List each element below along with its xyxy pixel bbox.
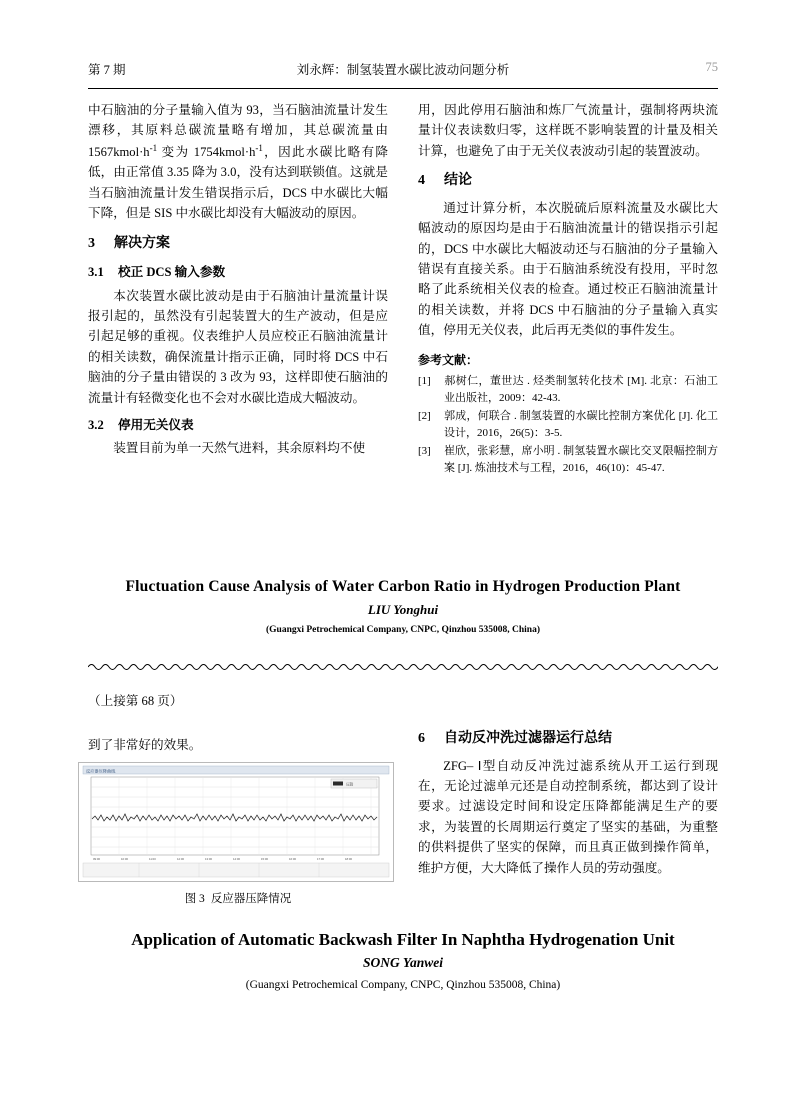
wavy-separator [88,660,718,674]
section-3-number: 3 [88,235,95,251]
svg-text:13:00: 13:00 [205,857,212,861]
svg-text:16:00: 16:00 [289,857,296,861]
left-paragraph-1-text-b: 变为 1754kmol·h [157,144,256,159]
wavy-line-icon [88,660,718,674]
reference-text: 郝树仁，董世达 . 烃类制氢转化技术 [M]. 北京：石油工业出版社，2009：42-43. [444,375,718,405]
section-4-paragraph: 通过计算分析，本次脱硫后原料流量及水碳比大幅波动的原因均是由于石脑油流量计的错误指示引起的，DCS 中水碳比大幅波动还与石脑油的分子量输入错误有直接关系。由于石脑油系统没有投用，平时忽略了此系统相关仪表的检查。通过校正石脑油流量计的相关读数，并将 DCS 中石脑油的分子量输入真实值，停用无关仪表，此后再无类似的事件发生。 [418,200,718,338]
section-3-title: 解决方案 [114,235,170,251]
unit-sup-1: -1 [149,142,158,153]
header-rule [88,88,718,89]
subsection-heading-3-2 [88,415,388,435]
svg-text:15:00: 15:00 [261,857,268,861]
running-head [88,60,718,86]
svg-text:12:00: 12:00 [177,857,184,861]
english-affiliation-2: (Guangxi Petrochemical Company, CNPC, Qinzhou 535008, China) [245,979,561,991]
left-paragraph-1-text-a: 中石脑油的分子量输入值为 93，当石脑油流量计发生漂移，其原料总碳流量略有增加，其总碳流量由 1567kmol·h [88,103,388,159]
english-author-1: LIU Yonghui [367,602,439,617]
english-title-2: Application of Automatic Backwash Filter In Naphtha Hydrogenation Unit [131,930,675,949]
subsection-3-1-number: 3.1 [88,265,104,280]
running-head-issue: 第 7 期 [88,63,126,77]
subsection-3-2-title: 停用无关仪表 [118,417,194,432]
right-column [418,100,718,478]
svg-text:压降: 压降 [346,782,354,787]
svg-text:11:00: 11:00 [149,857,156,861]
section-heading-3 [88,233,388,256]
subsection-3-2-paragraph: 装置目前为单一天然气进料，其余原料均不使 [113,441,366,456]
svg-text:17:00: 17:00 [317,857,324,861]
subsection-3-1-paragraph: 本次装置水碳比波动是由于石脑油计量流量计误报引起的，虽然没有引起装置大的生产波动，但是应引起足够的重视。仪表维护人员应校正石脑油流量计的相关读数，确保流量计指示正确，同时将 DCS 中石脑油的分子量由错误的 3 改为 93，这样即使石脑油的流量计有轻微变化也不会对水碳比造成大幅波动。 [88,288,388,405]
lower-right-column [418,728,718,878]
english-title-block-2 [88,930,718,991]
left-paragraph-1-text-c: ，因此水碳比略有降低，由正常值 3.35 降为 3.0，没有达到联锁值。这就是当石脑油流量计发生错误指示后，DCS 中水碳比大幅下降，但是 SIS 中水碳比却没有大幅波动的原因。 [88,144,388,221]
subsection-3-2-number: 3.2 [88,417,104,432]
subsection-3-1-title: 校正 DCS 输入参数 [118,265,226,280]
reference-number: [2] [418,410,431,423]
lower-left-column [88,735,388,755]
figure-caption-text: 反应器压降情况 [210,893,292,905]
figure-number: 图 3 [184,893,205,905]
reference-text: 崔欣，张彩慧，席小明 . 制氢装置水碳比交叉限幅控制方案 [J]. 炼油技术与工程，2016，46(10)：45-47. [444,445,718,475]
lower-left-paragraph: 到了非常好的效果。 [88,738,202,752]
svg-text:09:00: 09:00 [93,857,100,861]
svg-text:10:00: 10:00 [121,857,128,861]
english-title-1: Fluctuation Cause Analysis of Water Carbon Ratio in Hydrogen Production Plant [125,578,681,595]
section-4-title: 结论 [444,173,472,189]
svg-text:14:00: 14:00 [233,857,240,861]
section-heading-4 [418,170,718,193]
continued-from-note: （上接第 68 页） [88,694,183,708]
page-number: 75 [705,60,718,74]
english-author-2: SONG Yanwei [363,955,443,970]
reference-item [418,408,718,442]
subsection-heading-3-1 [88,262,388,282]
section-6-number: 6 [418,731,425,746]
right-paragraph-top: 用，因此停用石脑油和炼厂气流量计，强制将两块流量计仪表读数归零，这样既不影响装置的计量及相关计算，也避免了由于无关仪表波动引起的装置波动。 [418,103,718,158]
english-affiliation-1: (Guangxi Petrochemical Company, CNPC, Qinzhou 535008, China) [265,625,540,635]
reference-number: [3] [418,445,431,458]
reference-text: 郭成，何联合 . 制氢装置的水碳比控制方案优化 [J]. 化工设计，2016，26(5)：3-5. [444,410,718,440]
reference-item [418,443,718,477]
running-head-title: 刘永辉：制氢装置水碳比波动问题分析 [296,63,510,77]
left-column [88,100,388,459]
unit-sup-2: -1 [255,142,263,153]
reference-number: [1] [418,375,431,388]
reference-item [418,373,718,407]
section-heading-6 [418,728,718,751]
svg-text:18:00: 18:00 [345,857,352,861]
figure-chart [78,762,394,882]
references-title: 参考文献： [418,352,479,367]
svg-text:反应器压降曲线: 反应器压降曲线 [86,768,116,774]
english-title-block-1 [88,578,718,635]
figure-caption [88,890,388,906]
section-4-number: 4 [418,173,425,189]
pressure-drop-chart [79,763,393,881]
left-paragraph-1 [88,100,388,224]
section-6-title: 自动反冲洗过滤器运行总结 [444,731,612,746]
section-6-paragraph: ZFG– Ⅰ型自动反冲洗过滤系统从开工运行到现在，无论过滤单元还是自动控制系统，都达到了设计要求。过滤设定时间和设定压降都能满足生产的要求，为装置的长周期运行奠定了坚实的基础，为重整的供料提供了坚实的保障，而且真正做到操作简单，维护方便，大大降低了操作人员的劳动强度。 [418,758,718,875]
